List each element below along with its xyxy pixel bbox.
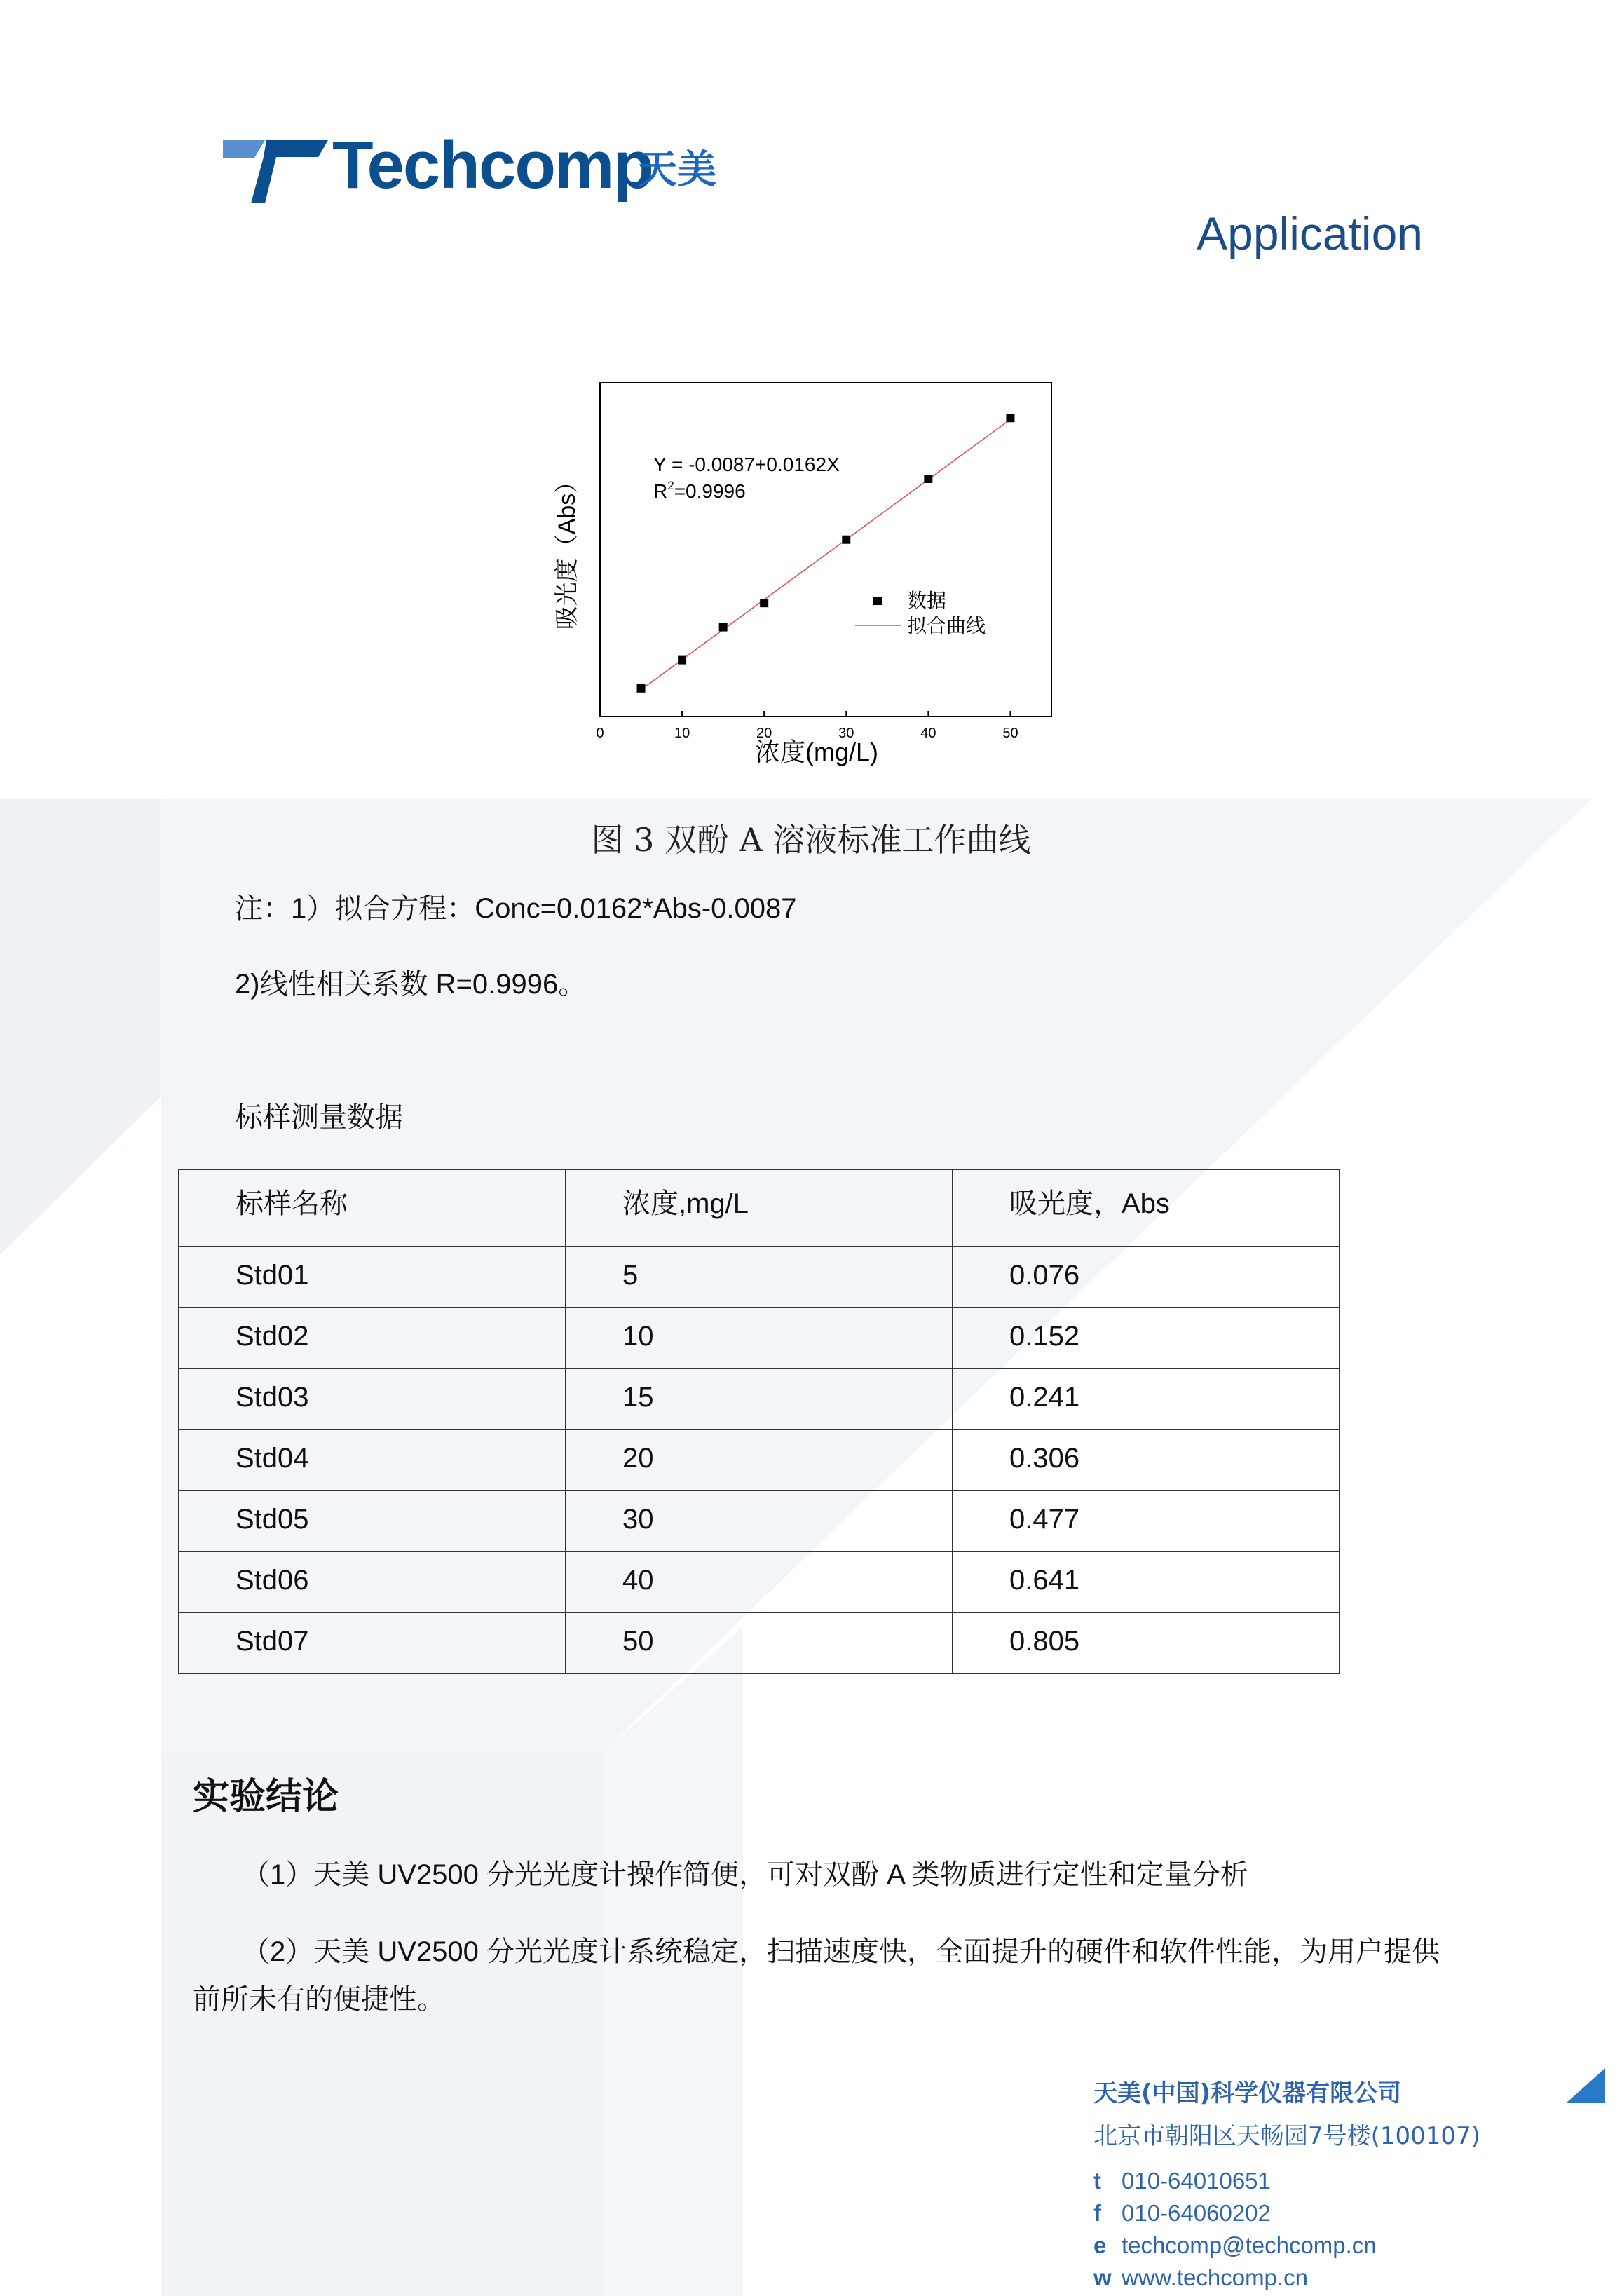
table-row xyxy=(179,1368,1340,1429)
section-heading-conclusions: 实验结论 xyxy=(193,1776,339,1818)
document-type-label: Application xyxy=(1197,208,1423,259)
cell-concentration: 40 xyxy=(566,1551,953,1612)
footer-contacts xyxy=(1093,2165,1480,2294)
cell-absorbance: 0.805 xyxy=(953,1612,1340,1673)
cell-absorbance: 0.477 xyxy=(953,1490,1340,1551)
data-point xyxy=(719,623,728,632)
x-axis-label: 浓度(mg/L) xyxy=(754,738,879,766)
table-row xyxy=(179,1307,1340,1368)
cell-concentration: 5 xyxy=(566,1247,953,1307)
cell-concentration: 20 xyxy=(566,1429,953,1490)
legend-data-label: 数据 xyxy=(907,590,947,611)
legend-fit-label: 拟合曲线 xyxy=(907,615,986,637)
data-point xyxy=(637,684,646,693)
cell-absorbance: 0.241 xyxy=(953,1368,1340,1429)
logo-text: Techcomp xyxy=(332,128,653,203)
cell-concentration: 30 xyxy=(566,1490,953,1551)
footer-contact-block xyxy=(1093,2074,1480,2294)
footer-corner-triangle-icon xyxy=(1566,2068,1605,2103)
footer-address: 北京市朝阳区天畅园7号楼(100107) xyxy=(1093,2122,1480,2150)
cell-sample-name: Std03 xyxy=(179,1368,566,1429)
data-point xyxy=(760,599,768,607)
legend-data-marker xyxy=(873,597,882,605)
x-tick-label: 50 xyxy=(1002,726,1018,741)
table-row xyxy=(179,1247,1340,1307)
cell-absorbance: 0.152 xyxy=(953,1307,1340,1368)
standards-table xyxy=(178,1169,1340,1674)
x-tick-label: 20 xyxy=(756,726,772,741)
cell-sample-name: Std05 xyxy=(179,1490,566,1551)
cell-sample-name: Std06 xyxy=(179,1551,566,1612)
cell-concentration: 15 xyxy=(566,1368,953,1429)
cell-concentration: 10 xyxy=(566,1307,953,1368)
footer-email[interactable]: e techcomp@techcomp.cn xyxy=(1093,2232,1377,2258)
cell-sample-name: Std04 xyxy=(179,1429,566,1490)
r-squared: $R^2=0.9996$ xyxy=(653,479,746,502)
y-axis-label: 吸光度（Abs） xyxy=(554,469,580,630)
table-row xyxy=(179,1490,1340,1551)
cell-absorbance: 0.641 xyxy=(953,1551,1340,1612)
data-point xyxy=(678,656,686,665)
conclusion-1: （1）天美 UV2500 分光光度计操作简便，可对双酚 A 类物质进行定性和定量分析 xyxy=(242,1859,1248,1890)
cell-sample-name: Std02 xyxy=(179,1307,566,1368)
fit-equation: Y = -0.0087+0.0162X xyxy=(653,454,840,475)
table-row xyxy=(179,1612,1340,1673)
footer-phone: t 010-64010651 xyxy=(1093,2168,1271,2194)
header-concentration: 浓度,mg/L xyxy=(566,1169,953,1247)
footer-company-name: 天美(中国)科学仪器有限公司 xyxy=(1093,2079,1402,2107)
x-axis-ticks xyxy=(600,711,1010,716)
x-tick-label: 0 xyxy=(596,726,604,741)
data-point xyxy=(924,475,932,483)
logo-chinese-text: 天美 xyxy=(638,147,716,193)
note-fit-equation: 注：1）拟合方程：Conc=0.0162*Abs-0.0087 xyxy=(235,893,797,924)
cell-absorbance: 0.306 xyxy=(953,1429,1340,1490)
cell-concentration: 50 xyxy=(566,1612,953,1673)
note-correlation: 2)线性相关系数 R=0.9996。 xyxy=(235,969,587,1000)
table-row xyxy=(179,1429,1340,1490)
table-header-row xyxy=(179,1169,1340,1247)
footer-fax: f 010-64060202 xyxy=(1093,2200,1271,2226)
table-heading: 标样测量数据 xyxy=(235,1102,403,1133)
x-tick-label: 30 xyxy=(838,726,854,741)
techcomp-logo-mark xyxy=(223,133,328,210)
figure-caption: 图 3 双酚 A 溶液标准工作曲线 xyxy=(591,821,1031,859)
data-point xyxy=(1006,414,1014,422)
footer-website[interactable]: w www.techcomp.cn xyxy=(1093,2264,1308,2290)
conclusion-2: （2）天美 UV2500 分光光度计系统稳定，扫描速度快，全面提升的硬件和软件性能，为用户提供前所未有的便捷性。 xyxy=(193,1936,1440,2015)
x-tick-label: 40 xyxy=(920,726,936,741)
x-tick-label: 10 xyxy=(674,726,690,741)
cell-sample-name: Std01 xyxy=(179,1247,566,1307)
data-point xyxy=(842,536,850,544)
cell-sample-name: Std07 xyxy=(179,1612,566,1673)
calibration-chart xyxy=(547,372,1079,785)
header-sample-name: 标样名称 xyxy=(179,1169,566,1247)
plot-frame xyxy=(600,383,1051,716)
cell-absorbance: 0.076 xyxy=(953,1247,1340,1307)
table-row xyxy=(179,1551,1340,1612)
header-absorbance: 吸光度，Abs xyxy=(953,1169,1340,1247)
